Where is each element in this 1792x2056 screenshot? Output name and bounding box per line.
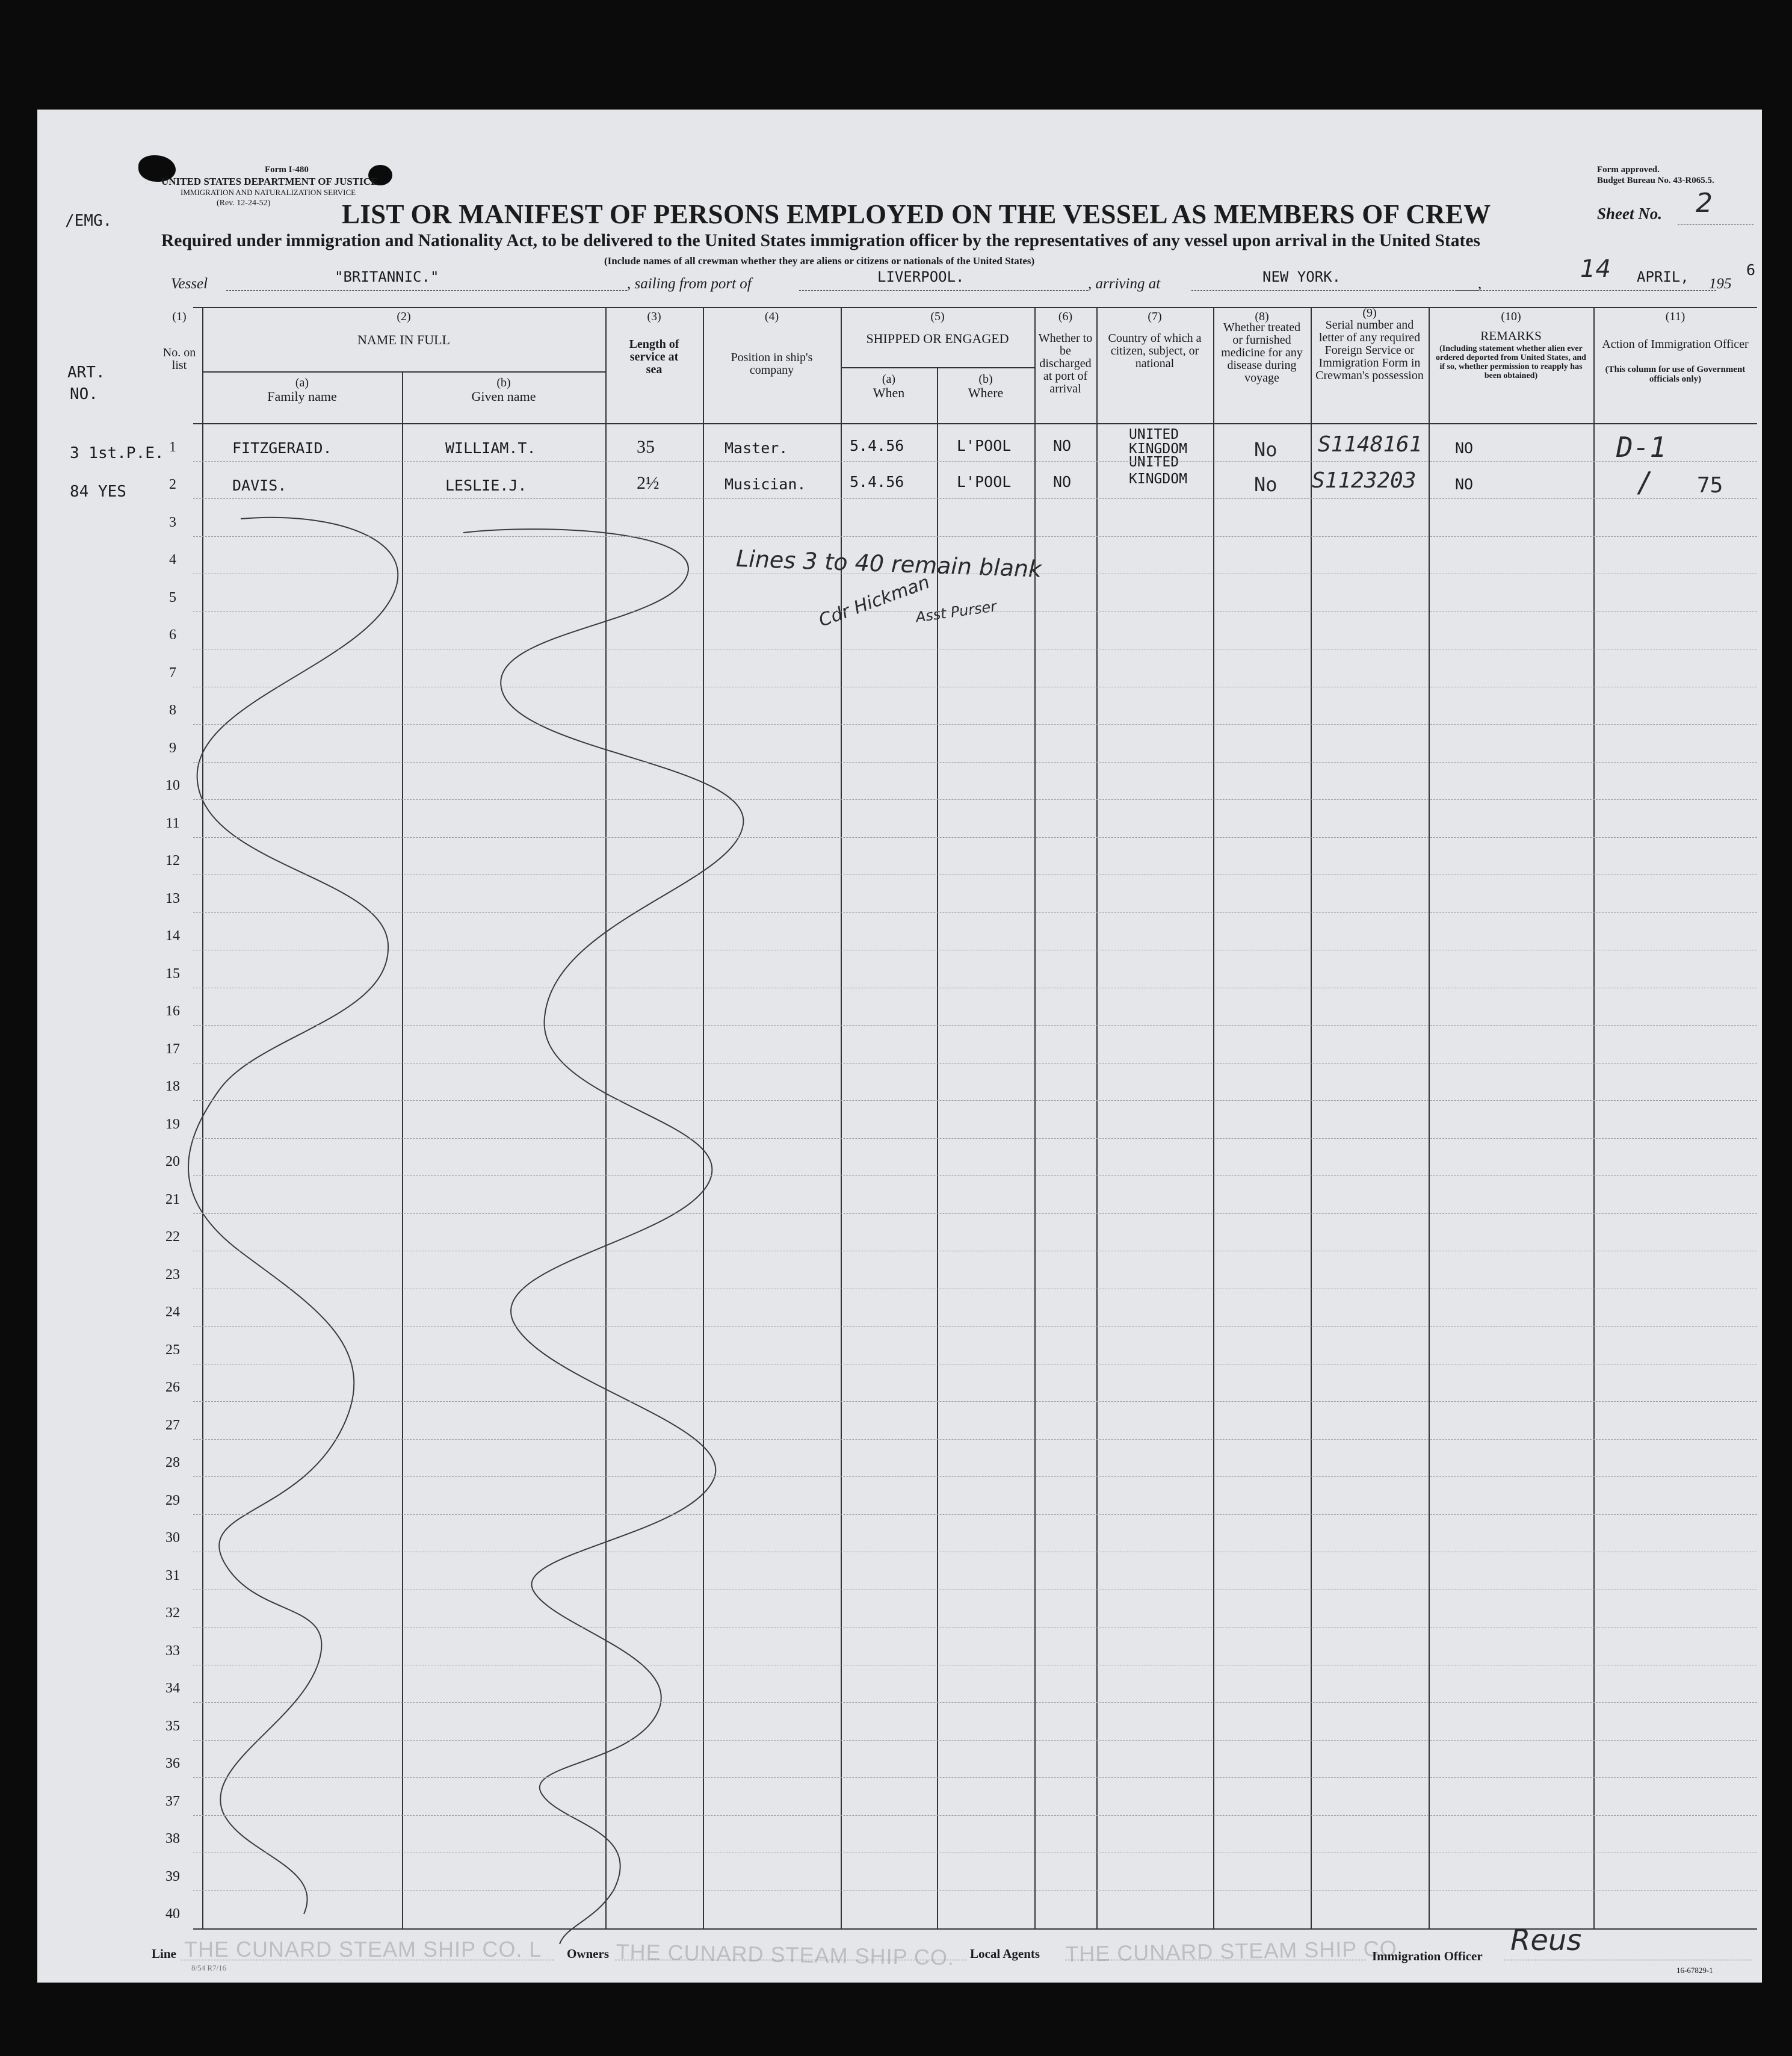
entry-2-family-name: DAVIS. (232, 477, 287, 494)
row-number: 30 (165, 1530, 180, 1546)
row-number: 1 (169, 439, 176, 455)
sheet-number: 2 (1696, 188, 1713, 218)
row-number: 39 (165, 1868, 180, 1884)
comma: , (1478, 276, 1482, 292)
row-divider (193, 1514, 1757, 1515)
margin-note: 84 YES (70, 483, 126, 501)
row-number: 7 (169, 664, 176, 681)
col-2-number: (2) (397, 310, 411, 323)
row-number: 14 (165, 928, 180, 944)
row-divider (193, 536, 1757, 537)
form-note: (Include names of all crewman whether they are aliens or citizens or nationals of the United States) (604, 255, 1035, 267)
sheet-label: Sheet No. (1597, 205, 1662, 223)
col-11-number: (11) (1665, 310, 1685, 323)
entry-2-when: 5.4.56 (850, 473, 904, 491)
arrival-day: 14 (1580, 255, 1611, 283)
officer-title: Asst Purser (915, 598, 998, 626)
row-divider (193, 1138, 1757, 1139)
approval: Form approved. (1597, 165, 1660, 175)
arrival-port: NEW YORK. (1262, 268, 1341, 285)
row-divider (193, 762, 1757, 763)
entry-2-discharged: NO (1053, 473, 1072, 491)
arrival-year-suffix: 6 (1746, 261, 1756, 279)
margin-art-label: ART. (67, 364, 105, 382)
row-number: 29 (165, 1492, 180, 1508)
entry-2-medicine: No (1254, 473, 1278, 496)
entry-1-where: L'POOL (957, 437, 1012, 454)
col-7-number: (7) (1148, 310, 1162, 323)
col-9-number: (9) (1362, 306, 1377, 320)
row-divider (193, 1702, 1757, 1703)
row-divider (193, 1890, 1757, 1891)
arrival-year-prefix: 195 (1709, 276, 1732, 292)
margin-emg: /EMG. (65, 212, 113, 230)
row-divider (193, 1175, 1757, 1176)
row-divider (193, 1326, 1757, 1327)
arriving-label: , arriving at (1088, 276, 1161, 292)
row-divider (193, 912, 1757, 913)
form-subtitle: Required under immigration and Nationality Act, to be delivered to the United States immigration officer by the representatives of any vessel upon arrival in the United States (161, 231, 1480, 250)
col-1-label: No. on list (162, 346, 196, 372)
print-code: 8/54 R7/16 (191, 1963, 227, 1972)
row-divider (193, 1213, 1757, 1214)
row-number: 21 (165, 1191, 180, 1207)
row-number: 18 (165, 1079, 180, 1094)
sailing-label: , sailing from port of (627, 276, 752, 292)
row-divider (193, 1777, 1757, 1778)
row-divider (193, 498, 1757, 499)
col-3-label: Length of service at sea (629, 338, 679, 376)
col-5b-letter: (b) (978, 373, 993, 386)
vessel-name: "BRITANNIC." (335, 268, 439, 285)
row-number: 34 (165, 1680, 180, 1696)
agents-stamp: THE CUNARD STEAM SHIP CO. (1065, 1936, 1404, 1966)
line-stamp: THE CUNARD STEAM SHIP CO. L (184, 1937, 542, 1962)
row-number: 13 (165, 890, 180, 906)
entry-2-serial: S1123203 (1312, 468, 1417, 493)
row-number: 35 (165, 1718, 180, 1734)
col-10-number: (10) (1501, 310, 1521, 323)
row-divider (193, 1740, 1757, 1741)
row-divider (193, 1815, 1757, 1816)
entry-1-country-line-2: KINGDOM (1129, 441, 1187, 457)
row-number: 24 (165, 1304, 180, 1320)
col-5a-letter: (a) (882, 373, 896, 386)
row-number: 10 (165, 778, 180, 793)
row-number: 2 (169, 477, 176, 492)
col-5a-label: When (873, 385, 905, 400)
arrival-month: APRIL, (1637, 268, 1689, 285)
immigration-officer-signature: Reus (1510, 1924, 1582, 1957)
row-number: 9 (169, 740, 176, 756)
given-name-squiggle (463, 529, 743, 1944)
row-divider (193, 799, 1757, 800)
row-divider (193, 837, 1757, 838)
entry-1-action: D-1 (1616, 431, 1667, 463)
form-code: 16-67829-1 (1676, 1966, 1713, 1975)
entry-2-remarks: NO (1455, 475, 1474, 493)
departure-port: LIVERPOOL. (877, 268, 965, 285)
row-number: 16 (165, 1003, 180, 1019)
col-2-label: NAME IN FULL (357, 332, 450, 347)
service: IMMIGRATION AND NATURALIZATION SERVICE (181, 188, 356, 197)
row-number: 32 (165, 1605, 180, 1621)
col-7-label: Country of which a citizen, subject, or national (1108, 332, 1202, 370)
row-number: 27 (165, 1417, 180, 1433)
row-divider (193, 724, 1757, 725)
row-number: 36 (165, 1756, 180, 1771)
row-number: 28 (165, 1455, 180, 1470)
row-number: 20 (165, 1154, 180, 1169)
entry-1-serial: S1148161 (1318, 432, 1423, 457)
row-number: 6 (169, 627, 176, 643)
owners-label: Owners (567, 1946, 609, 1961)
col-8-number: (8) (1255, 310, 1269, 323)
row-divider (193, 1100, 1757, 1101)
row-divider (193, 461, 1757, 462)
col-5b-label: Where (968, 385, 1004, 400)
entry-1-position: Master. (725, 439, 788, 457)
form-title: LIST OR MANIFEST OF PERSONS EMPLOYED ON THE VESSEL AS MEMBERS OF CREW (342, 199, 1491, 229)
entry-2-service: 2½ (637, 473, 660, 493)
entry-2-action: / (1637, 466, 1654, 498)
entry-2-action-extra: 75 (1697, 473, 1723, 498)
col-5-number: (5) (930, 310, 945, 323)
row-number: 33 (165, 1643, 180, 1659)
row-divider (193, 1025, 1757, 1026)
row-number: 19 (165, 1116, 180, 1132)
entry-1-medicine: No (1254, 438, 1278, 461)
entry-1-when: 5.4.56 (850, 437, 904, 454)
col-4-number: (4) (764, 310, 779, 323)
family-name-squiggle (188, 518, 398, 1914)
entry-1-country-line-1: UNITED (1129, 427, 1179, 442)
entry-1-given-name: WILLIAM.T. (445, 439, 536, 457)
col-6-number: (6) (1058, 310, 1073, 323)
row-number: 23 (165, 1266, 180, 1283)
row-number: 12 (165, 853, 180, 869)
row-divider (193, 1439, 1757, 1440)
entry-2-country-line-1: UNITED (1129, 454, 1179, 470)
immigration-officer-label: Immigration Officer (1372, 1949, 1483, 1963)
col-10-label: REMARKS (1480, 329, 1542, 343)
col-2b-label: Given name (471, 389, 536, 404)
col-6-label: Whether to be discharged at port of arrival (1038, 332, 1093, 395)
entry-1-remarks: NO (1455, 439, 1474, 457)
row-number: 4 (169, 552, 176, 568)
row-number: 22 (165, 1229, 180, 1245)
col-5-label: SHIPPED OR ENGAGED (866, 331, 1009, 346)
row-divider (193, 1063, 1757, 1064)
col-1-number: (1) (172, 310, 187, 323)
row-number: 37 (165, 1793, 180, 1809)
row-number: 26 (165, 1379, 180, 1395)
row-number: 5 (169, 589, 176, 605)
entry-2-where: L'POOL (957, 473, 1012, 491)
row-number: 17 (165, 1041, 180, 1057)
col-2a-letter: (a) (295, 376, 309, 389)
officer-signature: Cdr Hickman (816, 571, 933, 631)
row-number: 8 (169, 702, 176, 718)
entry-1-discharged: NO (1053, 437, 1072, 454)
col-3-number: (3) (647, 310, 661, 323)
line-label: Line (152, 1946, 176, 1961)
owners-stamp: THE CUNARD STEAM SHIP CO. (616, 1939, 955, 1970)
row-number: 31 (165, 1567, 180, 1584)
margin-no-label: NO. (70, 385, 98, 403)
budget-bureau: Budget Bureau No. 43-R065.5. (1597, 176, 1714, 185)
margin-note: 3 1st.P.E. (70, 444, 164, 462)
row-number: 40 (165, 1906, 180, 1922)
form-number: Form I-480 (265, 165, 309, 175)
col-2b-letter: (b) (496, 376, 511, 389)
entry-1-service: 35 (637, 437, 655, 457)
entry-2-position: Musician. (725, 475, 806, 493)
col-11-note: (This column for use of Government officials only) (1605, 365, 1746, 384)
blank-lines-note: Lines 3 to 40 remain blank (735, 545, 1042, 583)
department: UNITED STATES DEPARTMENT OF JUSTICE (161, 176, 378, 187)
agents-label: Local Agents (970, 1946, 1040, 1961)
entry-2-given-name: LESLIE.J. (445, 477, 527, 494)
col-11-label: Action of Immigration Officer (1602, 338, 1749, 351)
row-number: 15 (165, 965, 180, 982)
vessel-label: Vessel (171, 276, 208, 292)
col-8-label: Whether treated or furnished medicine for any disease during voyage (1221, 321, 1303, 385)
col-4-label: Position in ship's company (731, 351, 813, 377)
col-9-label: Serial number and letter of any required Foreign Service or Immigration Form in Crewman's possession (1315, 318, 1424, 382)
revision: (Rev. 12-24-52) (217, 199, 271, 208)
entry-2-country-line-2: KINGDOM (1129, 471, 1187, 487)
row-number: 25 (165, 1342, 180, 1358)
row-number: 11 (165, 815, 180, 831)
row-divider (193, 1476, 1757, 1477)
col-10-note: (Including statement whether alien ever ordered deported from United States, and if so, whether permission to reapply has been obtained) (1436, 344, 1586, 380)
col-2a-label: Family name (267, 389, 337, 404)
row-divider (193, 1401, 1757, 1402)
entry-1-family-name: FITZGERAID. (232, 439, 332, 457)
row-number: 38 (165, 1831, 180, 1847)
row-number: 3 (169, 514, 176, 530)
